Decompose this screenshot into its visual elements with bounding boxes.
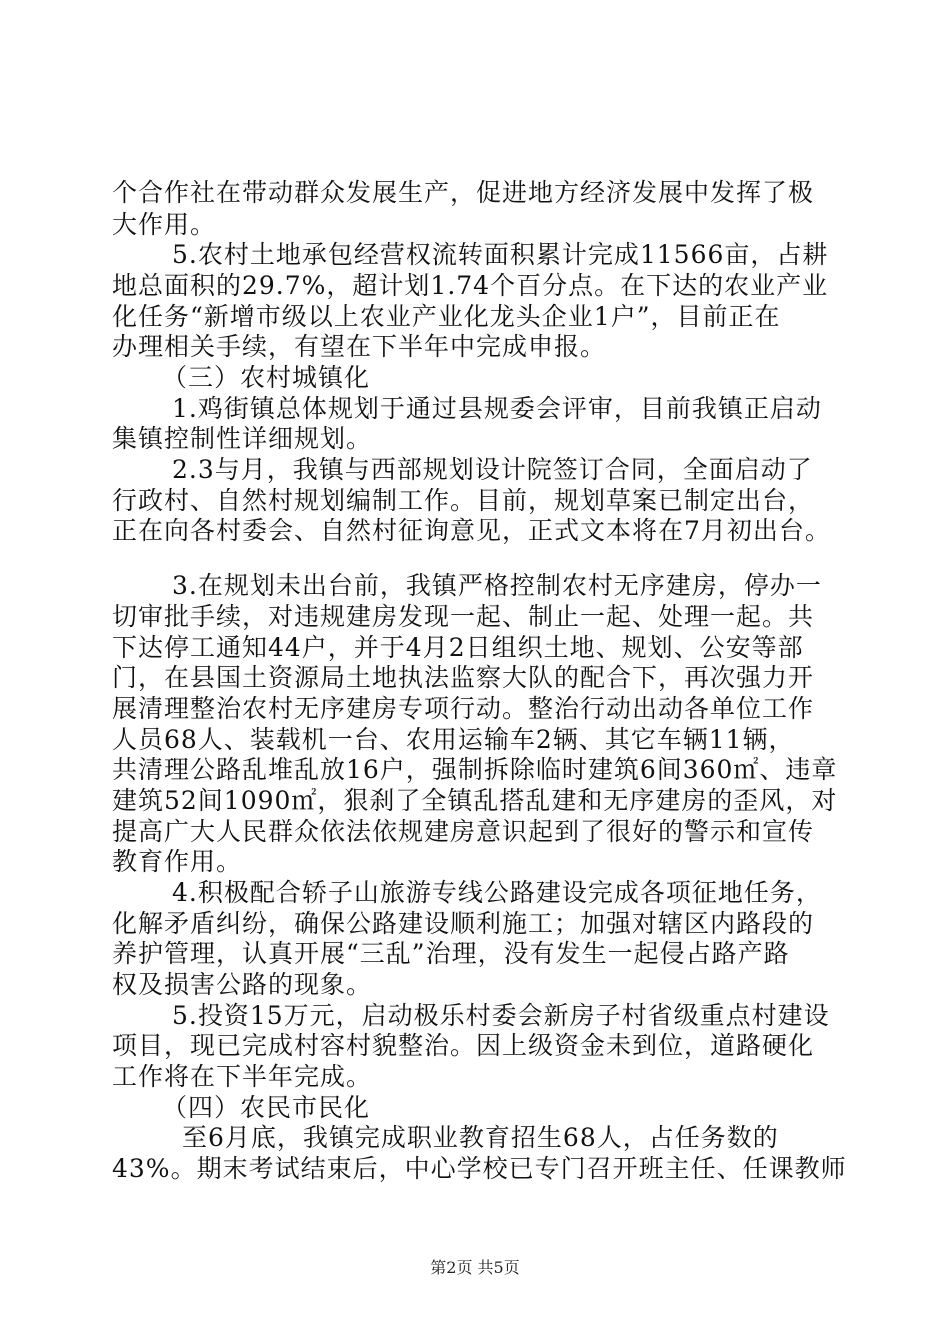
text-line: 化任务“新增市级以上农业产业化龙头企业1户”，目前正在 [112,302,781,331]
text-line: 养护管理，认真开展“三乱”治理，没有发生一起侵占路产路 [112,939,790,968]
text-line: 集镇控制性详细规划。 [112,424,373,453]
text-line: 展清理整治农村无序建房专项行动。整治行动出动各单位工作 [112,694,815,723]
text-line: 4.积极配合轿子山旅游专线公路建设完成各项征地任务， [172,878,822,907]
text-line: 门，在县国土资源局土地执法监察大队的配合下，再次强力开 [112,663,815,692]
text-line: 权及损害公路的现象。 [112,970,373,999]
text-line: 下达停工通知44户，并于4月2日组织土地、规划、公安等部 [112,633,804,662]
text-line: 5.农村土地承包经营权流转面积累计完成11566亩，占耕 [172,240,829,269]
section-heading: （四）农民市民化 [162,1093,371,1122]
text-line: 提高广大人民群众依法依规建房意识起到了很好的警示和宣传 [112,817,815,846]
text-line: 至6月底，我镇完成职业教育招生68人，占任务数的 [182,1123,779,1152]
text-line: 切审批手续，对违规建房发现一起、制止一起、处理一起。共 [112,602,815,631]
text-line: 5.投资15万元，启动极乐村委会新房子村省级重点村建设 [172,1001,830,1030]
page-number-footer: 第2页 共5页 [430,1258,520,1277]
text-line: 大作用。 [112,210,217,239]
text-line: 人员68人、装载机一台、农用运输车2辆、其它车辆11辆， [112,725,795,754]
text-line: 项目，现已完成村容村貌整治。因上级资金未到位，道路硬化 [112,1031,815,1060]
text-line: 共清理公路乱堆乱放16户，强制拆除临时建筑6间360㎡、违章 [112,755,838,784]
text-line: 正在向各村委会、自然村征询意见，正式文本将在7月初出台。 [112,516,831,545]
text-line: 建筑52间1090㎡，狠刹了全镇乱搭乱建和无序建房的歪风，对 [112,786,838,815]
text-line: 43%。期末考试结束后，中心学校已专门召开班主任、任课教师 [112,1154,847,1183]
text-line: 化解矛盾纠纷，确保公路建设顺利施工；加强对辖区内路段的 [112,909,815,938]
text-line: 工作将在下半年完成。 [112,1062,373,1091]
text-line: 行政村、自然村规划编制工作。目前，规划草案已制定出台， [112,486,815,515]
text-line: 1.鸡街镇总体规划于通过县规委会评审，目前我镇正启动 [172,394,822,423]
text-line: 个合作社在带动群众发展生产，促进地方经济发展中发挥了极 [112,178,815,207]
section-heading: （三）农村城镇化 [162,363,371,392]
text-line: 2.3与月，我镇与西部规划设计院签订合同，全面启动了 [172,455,813,484]
text-line: 3.在规划未出台前，我镇严格控制农村无序建房，停办一 [172,571,822,600]
text-line: 办理相关手续，有望在下半年中完成申报。 [112,332,607,361]
text-line: 地总面积的29.7%，超计划1.74个百分点。在下达的农业产业 [112,271,829,300]
text-line: 教育作用。 [112,847,243,876]
